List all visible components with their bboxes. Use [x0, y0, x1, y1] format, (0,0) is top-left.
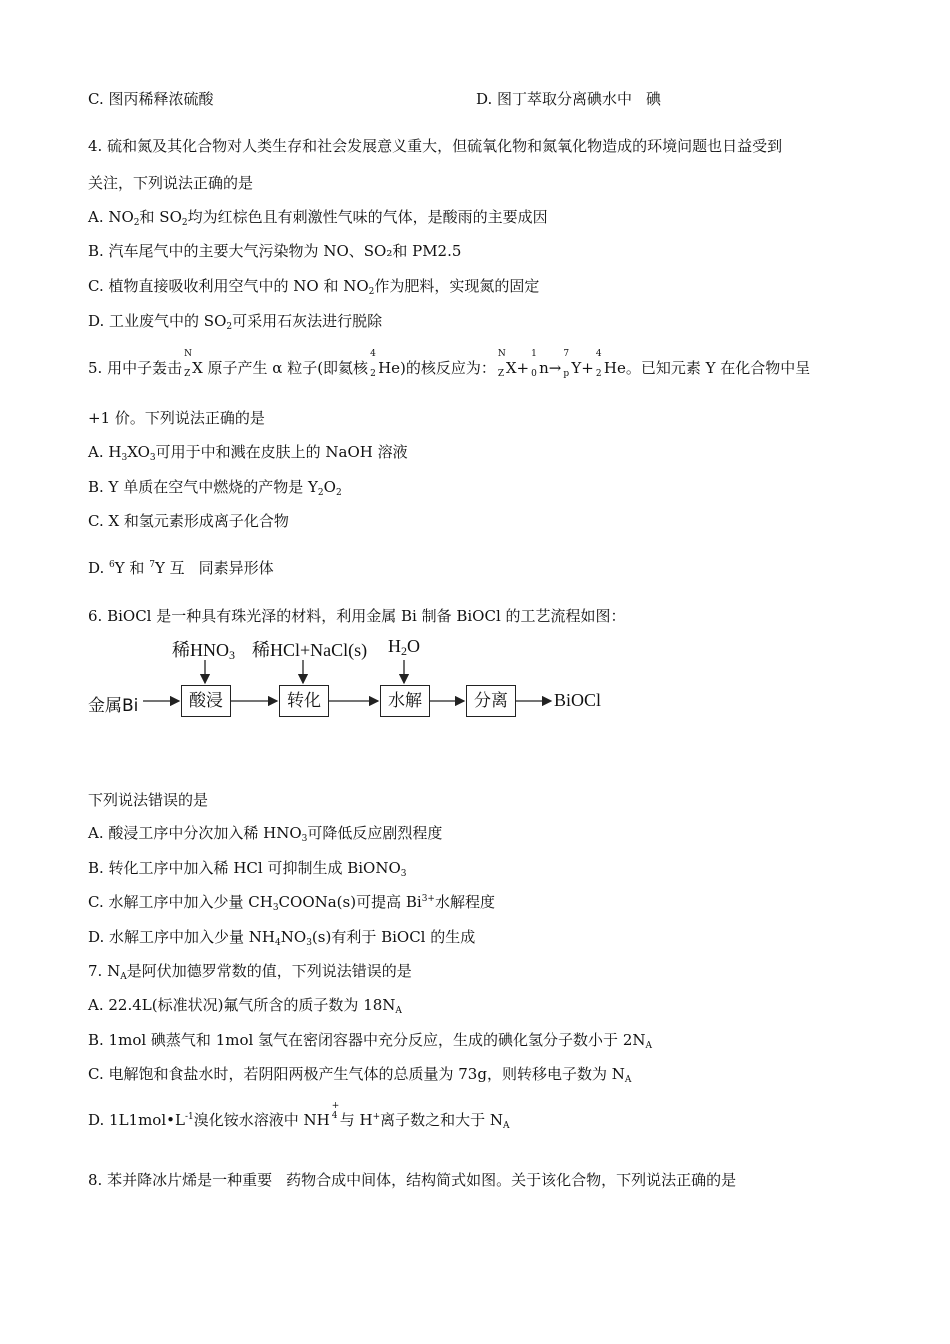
q4-option-a: A. $NO_2$和 $SO_2$均为红棕色且有刺激性气味的气体，是酸雨的主要成因 — [88, 208, 548, 228]
nuclide-x-2: N Z — [497, 349, 506, 379]
ammonium-charge: + 4 — [331, 1101, 340, 1121]
q4-stem-line1: 4. 硫和氮及其化合物对人类生存和社会发展意义重大，但硫氧化物和氮氧化物造成的环境问题也日益受到 — [88, 137, 783, 155]
q6-question: 下列说法错误的是 — [88, 791, 209, 809]
q6-stem: 6. BiOCl 是一种具有珠光泽的材料，利用金属 Bi 制备 BiOCl 的工艺流程如图： — [88, 607, 626, 625]
reagent-h2o-label: $H_2O$ — [388, 636, 420, 658]
nuclide-y: 7 p — [563, 349, 570, 379]
q5-option-c: C. X 和氢元素形成离子化合物 — [88, 512, 289, 530]
step-separation-box: 分离 — [466, 685, 516, 717]
q4-option-c: C. 植物直接吸收利用空气中的 NO 和 $NO_2$作为肥料，实现氮的固定 — [88, 277, 540, 297]
nuclide-n: 1 0 — [531, 349, 537, 379]
reaction-arrow-icon: → — [548, 359, 562, 377]
output-biocl-label: BiOCl — [554, 690, 602, 710]
q8-stem: 8. 苯并降冰片烯是一种重要 药物合成中间体，结构简式如图。关于该化合物，下列说法正确的是 — [88, 1171, 737, 1189]
q4-option-b: B. 汽车尾气中的主要大气污染物为 NO、SO₂和 PM2.5 — [88, 242, 462, 260]
reagent-hno3-label: 稀$HNO_3$ — [172, 640, 235, 662]
nuclide-x-1: N Z — [184, 349, 192, 379]
step-hydrolysis-box: 水解 — [380, 685, 430, 717]
q3-option-c: C. 图丙稀释浓硫酸 — [88, 90, 214, 108]
step-conversion-box: 转化 — [279, 685, 329, 717]
step-acid-leach-box: 酸浸 — [181, 685, 231, 717]
q7-option-d: D. $1L1mol•L^{-1}$溴化铵水溶液中 NH + 4 与 H+离子数之和大于 $N_A$ — [88, 1101, 510, 1131]
q6-option-c: C. 水解工序中加入少量 $CH_3COONa(s)$可提高 $Bi^{3+}$水解程度 — [88, 893, 495, 913]
q6-option-b: B. 转化工序中加入稀 HCl 可抑制生成 BiONO$_3$ — [88, 859, 407, 879]
q5-stem-line2: +1 价。下列说法正确的是 — [88, 409, 265, 427]
q4-stem-line2: 关注，下列说法正确的是 — [88, 174, 254, 192]
q7-option-c: C. 电解饱和食盐水时，若阴阳两极产生气体的总质量为 73g，则转移电子数为 $N_A$ — [88, 1065, 632, 1085]
q5-option-a: A. $H_3XO_3$可用于中和溅在皮肤上的 NaOH 溶液 — [88, 443, 408, 463]
q5-stem-line1: 5. 用中子轰击 N Z X 原子产生 α 粒子(即氦核 4 2 He)的核反应为： N Z X+ 1 0 n→ 7 p Y+ 4 2 He。已知元素 Y 在化合物中呈 — [88, 349, 811, 379]
input-metal-bi-label: 金属Bi — [88, 696, 139, 716]
nuclide-he-1: 4 2 — [370, 349, 376, 379]
q7-stem: 7. $N_A$是阿伏加德罗常数的值，下列说法错误的是 — [88, 962, 412, 982]
q5-option-d: D. $^6$Y 和 $^7$Y 互 同素异形体 — [88, 559, 274, 577]
nuclide-he-2: 4 2 — [595, 349, 602, 379]
reagent-hcl-nacl-label: 稀HCl+NaCl(s) — [252, 640, 368, 660]
q5-option-b: B. Y 单质在空气中燃烧的产物是 $Y_2O_2$ — [88, 478, 342, 498]
q7-option-a: A. 22.4L(标准状况)氟气所含的质子数为 $18N_A$ — [88, 996, 402, 1016]
q6-option-d: D. 水解工序中加入少量 $NH_4NO_3(s)$有利于 BiOCl 的生成 — [88, 928, 476, 948]
q4-option-d: D. 工业废气中的 $SO_2$可采用石灰法进行脱除 — [88, 312, 383, 332]
q3-option-d: D. 图丁萃取分离碘水中 碘 — [476, 90, 662, 108]
q6-option-a: A. 酸浸工序中分次加入稀 $HNO_3$可降低反应剧烈程度 — [88, 824, 443, 844]
q7-option-b: B. 1mol 碘蒸气和 1mol 氢气在密闭容器中充分反应，生成的碘化氢分子数小于 $2N_A$ — [88, 1031, 652, 1051]
